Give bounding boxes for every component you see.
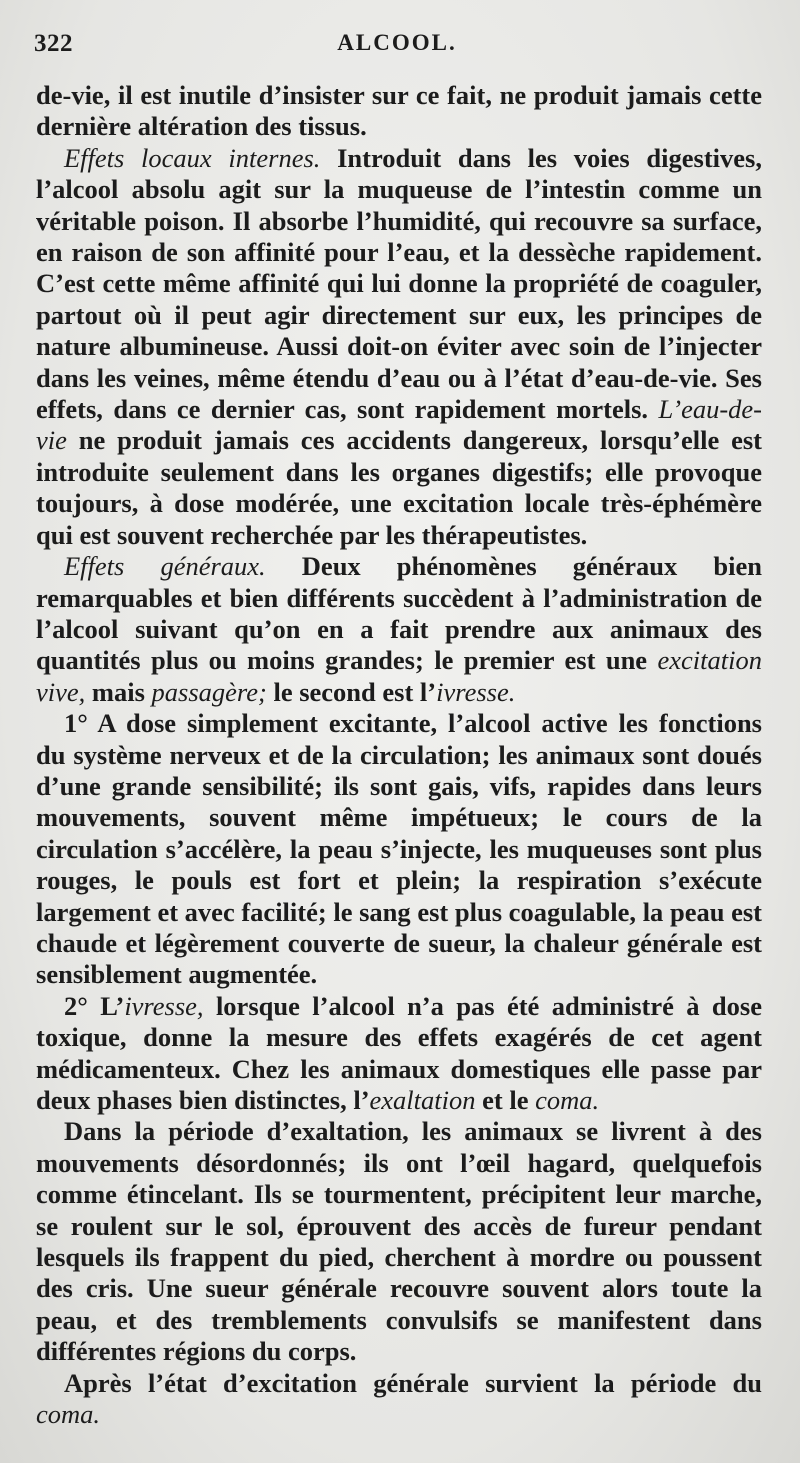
paragraph-text: Dans la période d’exaltation, les animaux se livrent à des mouvements désordonnés; ils ont l’œil hagard, quelquefois comme étincelant. Ils se tourmentent, précipitent leur marche, se roulent sur le sol, éprouvent des accès de fureur pendant lesquels ils frappent du pied, cherchent à mordre ou poussent des cris. Une sueur générale recouvre souvent alors toute la peau, et des tremblements convulsifs se manifestent dans différentes régions du corps. <box>36 1116 762 1367</box>
italic-text: coma. <box>36 1399 101 1430</box>
body-text <box>36 80 762 1430</box>
paragraph <box>36 708 762 991</box>
italic-text: L’eau-de-vie <box>36 394 762 456</box>
paragraph-text: Après l’état d’excitation générale survient la période du <box>64 1367 762 1398</box>
paragraph-text: Deux phénomènes généraux bien remarquables et bien différents succèdent à l’administration de l’alcool suivant qu’on en a fait prendre aux animaux des quantités plus ou moins grandes; le premier est une <box>36 551 762 676</box>
paragraph <box>36 80 762 143</box>
paragraph-text: mais <box>85 676 152 707</box>
page-header <box>34 30 760 66</box>
paragraph-text: 2° L’ <box>64 990 125 1021</box>
paragraph-text: 1° A dose simplement excitante, l’alcool active les fonctions du système nerveux et de la circulation; les animaux sont doués d’une grande sensibilité; ils sont gais, vifs, rapides dans leurs mouvements, souvent même impétueux; le cours de la circulation s’accélère, la peau s’injecte, les muqueuses sont plus rouges, le pouls est fort et plein; la respiration s’exécute largement et avec facilité; le sang est plus coagulable, la peau est chaude et légèrement couverte de sueur, la chaleur générale est sensiblement augmentée. <box>36 708 762 990</box>
paragraph-text: ne produit jamais ces accidents dangereux, lorsqu’elle est introduite seulement dans les organes digestifs; elle provoque toujours, à dose modérée, une excitation locale très-éphémère qui est souvent recherchée par les thérapeutistes. <box>36 425 762 550</box>
paragraph-text: de-vie, il est inutile d’insister sur ce fait, ne produit jamais cette dernière altération des tissus. <box>36 80 762 142</box>
italic-text: ivresse, <box>124 990 204 1021</box>
italic-text: excitation vive, <box>36 645 762 707</box>
italic-text: passagère; <box>151 676 267 707</box>
paragraph-text: le second est l’ <box>266 676 437 707</box>
paragraph <box>36 1116 762 1367</box>
italic-text: exaltation <box>369 1085 476 1115</box>
italic-text: coma. <box>535 1085 600 1115</box>
running-head: ALCOOL. <box>337 30 457 55</box>
paragraph-text: lorsque l’alcool n’a pas été administré à dose toxique, donne la mesure des effets exagérés de cet agent médicamenteux. Chez les animaux domestiques elle passe par deux phases bien distinctes, l’ <box>36 990 762 1115</box>
italic-text: ivresse. <box>436 676 516 707</box>
paragraph <box>36 551 762 708</box>
paragraph <box>36 143 762 551</box>
paragraph <box>36 991 762 1117</box>
paragraph <box>36 1368 762 1431</box>
italic-text: Effets généraux. <box>64 551 266 582</box>
paragraph-text: et le <box>475 1085 536 1115</box>
paragraph-text: Introduit dans les voies digestives, l’alcool absolu agit sur la muqueuse de l’intestin comme un véritable poison. Il absorbe l’humidité, qui recouvre sa surface, en raison de son affinité pour l’eau, et la dessèche rapidement. C’est cette même affinité qui lui donne la propriété de coaguler, partout où il peut agir directement sur eux, les principes de nature albumineuse. Aussi doit-on éviter avec soin de l’injecter dans les veines, même étendu d’eau ou à l’état d’eau-de-vie. Ses effets, dans ce dernier cas, sont rapidement mortels. <box>36 142 762 425</box>
italic-text: Effets locaux internes. <box>64 142 321 173</box>
page-number: 322 <box>34 30 73 57</box>
